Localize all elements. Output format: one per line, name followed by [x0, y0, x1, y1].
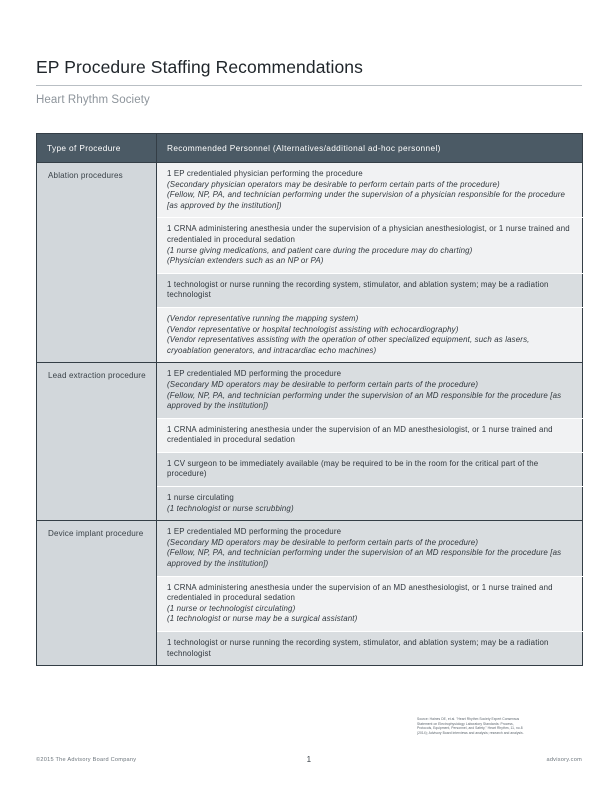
recommended-personnel-line: 1 CRNA administering anesthesia under the supervision of an MD anesthesiologist, or 1 nurse trained and credentialed in procedural sedation: [167, 424, 553, 445]
personnel-cell: [157, 632, 583, 666]
page-title: EP Procedure Staffing Recommendations: [36, 56, 582, 86]
alternative-personnel-line: (Vendor representative or hospital technologist assisting with echocardiography): [167, 324, 459, 334]
table-row: [37, 521, 583, 576]
personnel-cell: [157, 576, 583, 631]
page-number: 1: [306, 755, 312, 764]
personnel-cell: [157, 452, 583, 486]
table-row: [37, 163, 583, 218]
personnel-cell: [157, 273, 583, 307]
personnel-cell: [157, 163, 583, 218]
footnote-line: Statement on Electrophysiology Laboratory Standards: Process,: [417, 721, 514, 726]
alternative-personnel-line: (1 technologist or nurse scrubbing): [167, 503, 294, 513]
copyright-text: ©2015 The Advisory Board Company: [36, 757, 137, 763]
page-footer: [36, 757, 582, 763]
recommended-personnel-line: 1 EP credentialed MD performing the procedure: [167, 369, 342, 379]
alternative-personnel-line: (Secondary physician operators may be desirable to perform certain parts of the procedure): [167, 179, 500, 189]
recommended-personnel-line: 1 technologist or nurse running the recording system, stimulator, and ablation system; may be a radiation technologist: [167, 638, 549, 658]
recommended-personnel-line: 1 CV surgeon to be immediately available (may be required to be in the room for the critical part of the procedure): [167, 458, 539, 479]
table-header: [37, 134, 583, 163]
alternative-personnel-line: (1 nurse giving medications, and patient care during the procedure may do charting): [167, 245, 473, 255]
column-header-recommended-personnel: Recommended Personnel (Alternatives/additional ad-hoc personnel): [157, 134, 583, 163]
procedure-type-cell: Ablation procedures: [37, 163, 157, 363]
table-row: [37, 363, 583, 418]
alternative-personnel-line: (1 nurse or technologist circulating): [167, 603, 296, 613]
alternative-personnel-line: (Fellow, NP, PA, and technician performing under the supervision of a physician responsible for the procedure [as approved by the institution]): [167, 190, 566, 210]
footnote-line: (2014); Advisory Board interviews and analysis; research and analysis.: [417, 730, 524, 735]
personnel-cell: [157, 487, 583, 521]
column-header-type-of-procedure: Type of Procedure: [37, 134, 157, 163]
recommended-personnel-line: 1 technologist or nurse running the recording system, stimulator, and ablation system; may be a radiation technologist: [167, 279, 549, 300]
personnel-cell: [157, 363, 583, 418]
personnel-cell: [157, 418, 583, 452]
source-footnote: [417, 717, 583, 735]
recommended-personnel-line: 1 CRNA administering anesthesia under the supervision of an MD anesthesiologist, or 1 nurse trained and credentialed in procedural sedation: [167, 582, 553, 603]
alternative-personnel-line: (Secondary MD operators may be desirable to perform certain parts of the procedure): [167, 537, 479, 547]
personnel-cell: [157, 307, 583, 362]
procedure-type-cell: Device implant procedure: [37, 521, 157, 666]
alternative-personnel-line: (Fellow, NP, PA, and technician performing under the supervision of an MD responsible for the procedure [as approved by the institution]): [167, 390, 562, 411]
alternative-personnel-line: (Fellow, NP, PA, and technician performing under the supervision of an MD responsible for the procedure [as approved by the institution]): [167, 548, 562, 569]
recommended-personnel-line: 1 EP credentialed physician performing the procedure: [167, 169, 363, 178]
recommended-personnel-line: 1 EP credentialed MD performing the procedure: [167, 527, 342, 537]
alternative-personnel-line: (1 technologist or nurse may be a surgical assistant): [167, 614, 358, 624]
document-header: [36, 56, 582, 106]
staffing-recommendations-table: [36, 133, 583, 666]
page-subtitle: Heart Rhythm Society: [36, 94, 150, 106]
website-text: advisory.com: [546, 757, 582, 763]
alternative-personnel-line: (Physician extenders such as an NP or PA): [167, 256, 324, 266]
recommended-personnel-line: 1 CRNA administering anesthesia under the supervision of a physician anesthesiologist, or 1 nurse trained and credentialed in procedural sedation: [167, 224, 570, 244]
personnel-cell: [157, 218, 583, 273]
alternative-personnel-line: (Vendor representatives assisting with the operation of other specialized equipment, such as lasers, cryoablation generators, and intracardiac echo machines): [167, 335, 530, 355]
procedure-type-cell: Lead extraction procedure: [37, 363, 157, 521]
footnote-line: Source: Haines DE, et al. "Heart Rhythm Society Expert Consensus: [417, 717, 520, 721]
table-header-row: [37, 134, 583, 163]
footnote-line: Protocols, Equipment, Personnel, and Safety," Heart Rhythm, 11, no.8: [417, 726, 523, 731]
recommended-personnel-line: 1 nurse circulating: [167, 493, 234, 503]
alternative-personnel-line: (Secondary MD operators may be desirable to perform certain parts of the procedure): [167, 379, 479, 389]
table-body: [37, 163, 583, 666]
alternative-personnel-line: (Vendor representative running the mapping system): [167, 313, 359, 323]
personnel-cell: [157, 521, 583, 576]
